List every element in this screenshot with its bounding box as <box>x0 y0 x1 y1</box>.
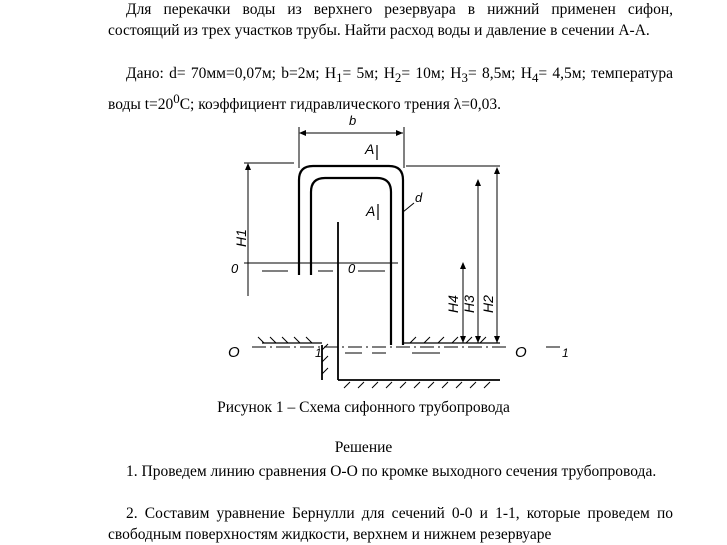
label-h3: H3 <box>461 295 477 313</box>
label-d: d <box>415 190 423 205</box>
given-data: Дано: d= 70мм=0,07м; b=2м; $H_1= 5м$; $H_2= 10м$; $H_3= 8,5м$; $H_4= 4,5м$; температура воды $t=20^0С$; коэффициент гидравлического трения λ=0,03. <box>108 65 673 114</box>
figure-caption: Рисунок 1 – Схема сифонного трубопровода <box>217 399 510 416</box>
label-a-mid: A <box>366 203 376 219</box>
solution-step-2: 2. Составим уравнение Бернулли для сечений 0-0 и 1-1, которые проведем по свободным поверхностям жидкости, верхнем и нижнем резервуаре <box>108 505 673 543</box>
label-h1: H1 <box>233 229 249 247</box>
label-h4: H4 <box>445 295 461 313</box>
problem-text: Для перекачки воды из верхнего резервуара в нижний применен сифон, состоящий из трех участков трубы. Найти расход воды и давление в сечении А-А. <box>108 1 673 39</box>
label-b: b <box>349 113 357 128</box>
label-datum-left: O <box>228 344 240 361</box>
solution-heading: Решение <box>334 439 393 456</box>
solution-step-1: 1. Проведем линию сравнения О-О по кромке выходного сечения трубопровода. <box>126 463 657 480</box>
label-zero-mid: 0 <box>348 261 356 276</box>
label-a-top: A <box>365 141 375 157</box>
label-datum-right: O <box>515 344 527 361</box>
d-leader <box>403 203 414 212</box>
siphon-pipe-outer <box>299 166 403 345</box>
label-one-right: 1 <box>562 346 569 360</box>
label-one-left: 1 <box>315 346 322 360</box>
label-h2: H2 <box>480 295 496 313</box>
label-zero-left: 0 <box>231 261 239 276</box>
